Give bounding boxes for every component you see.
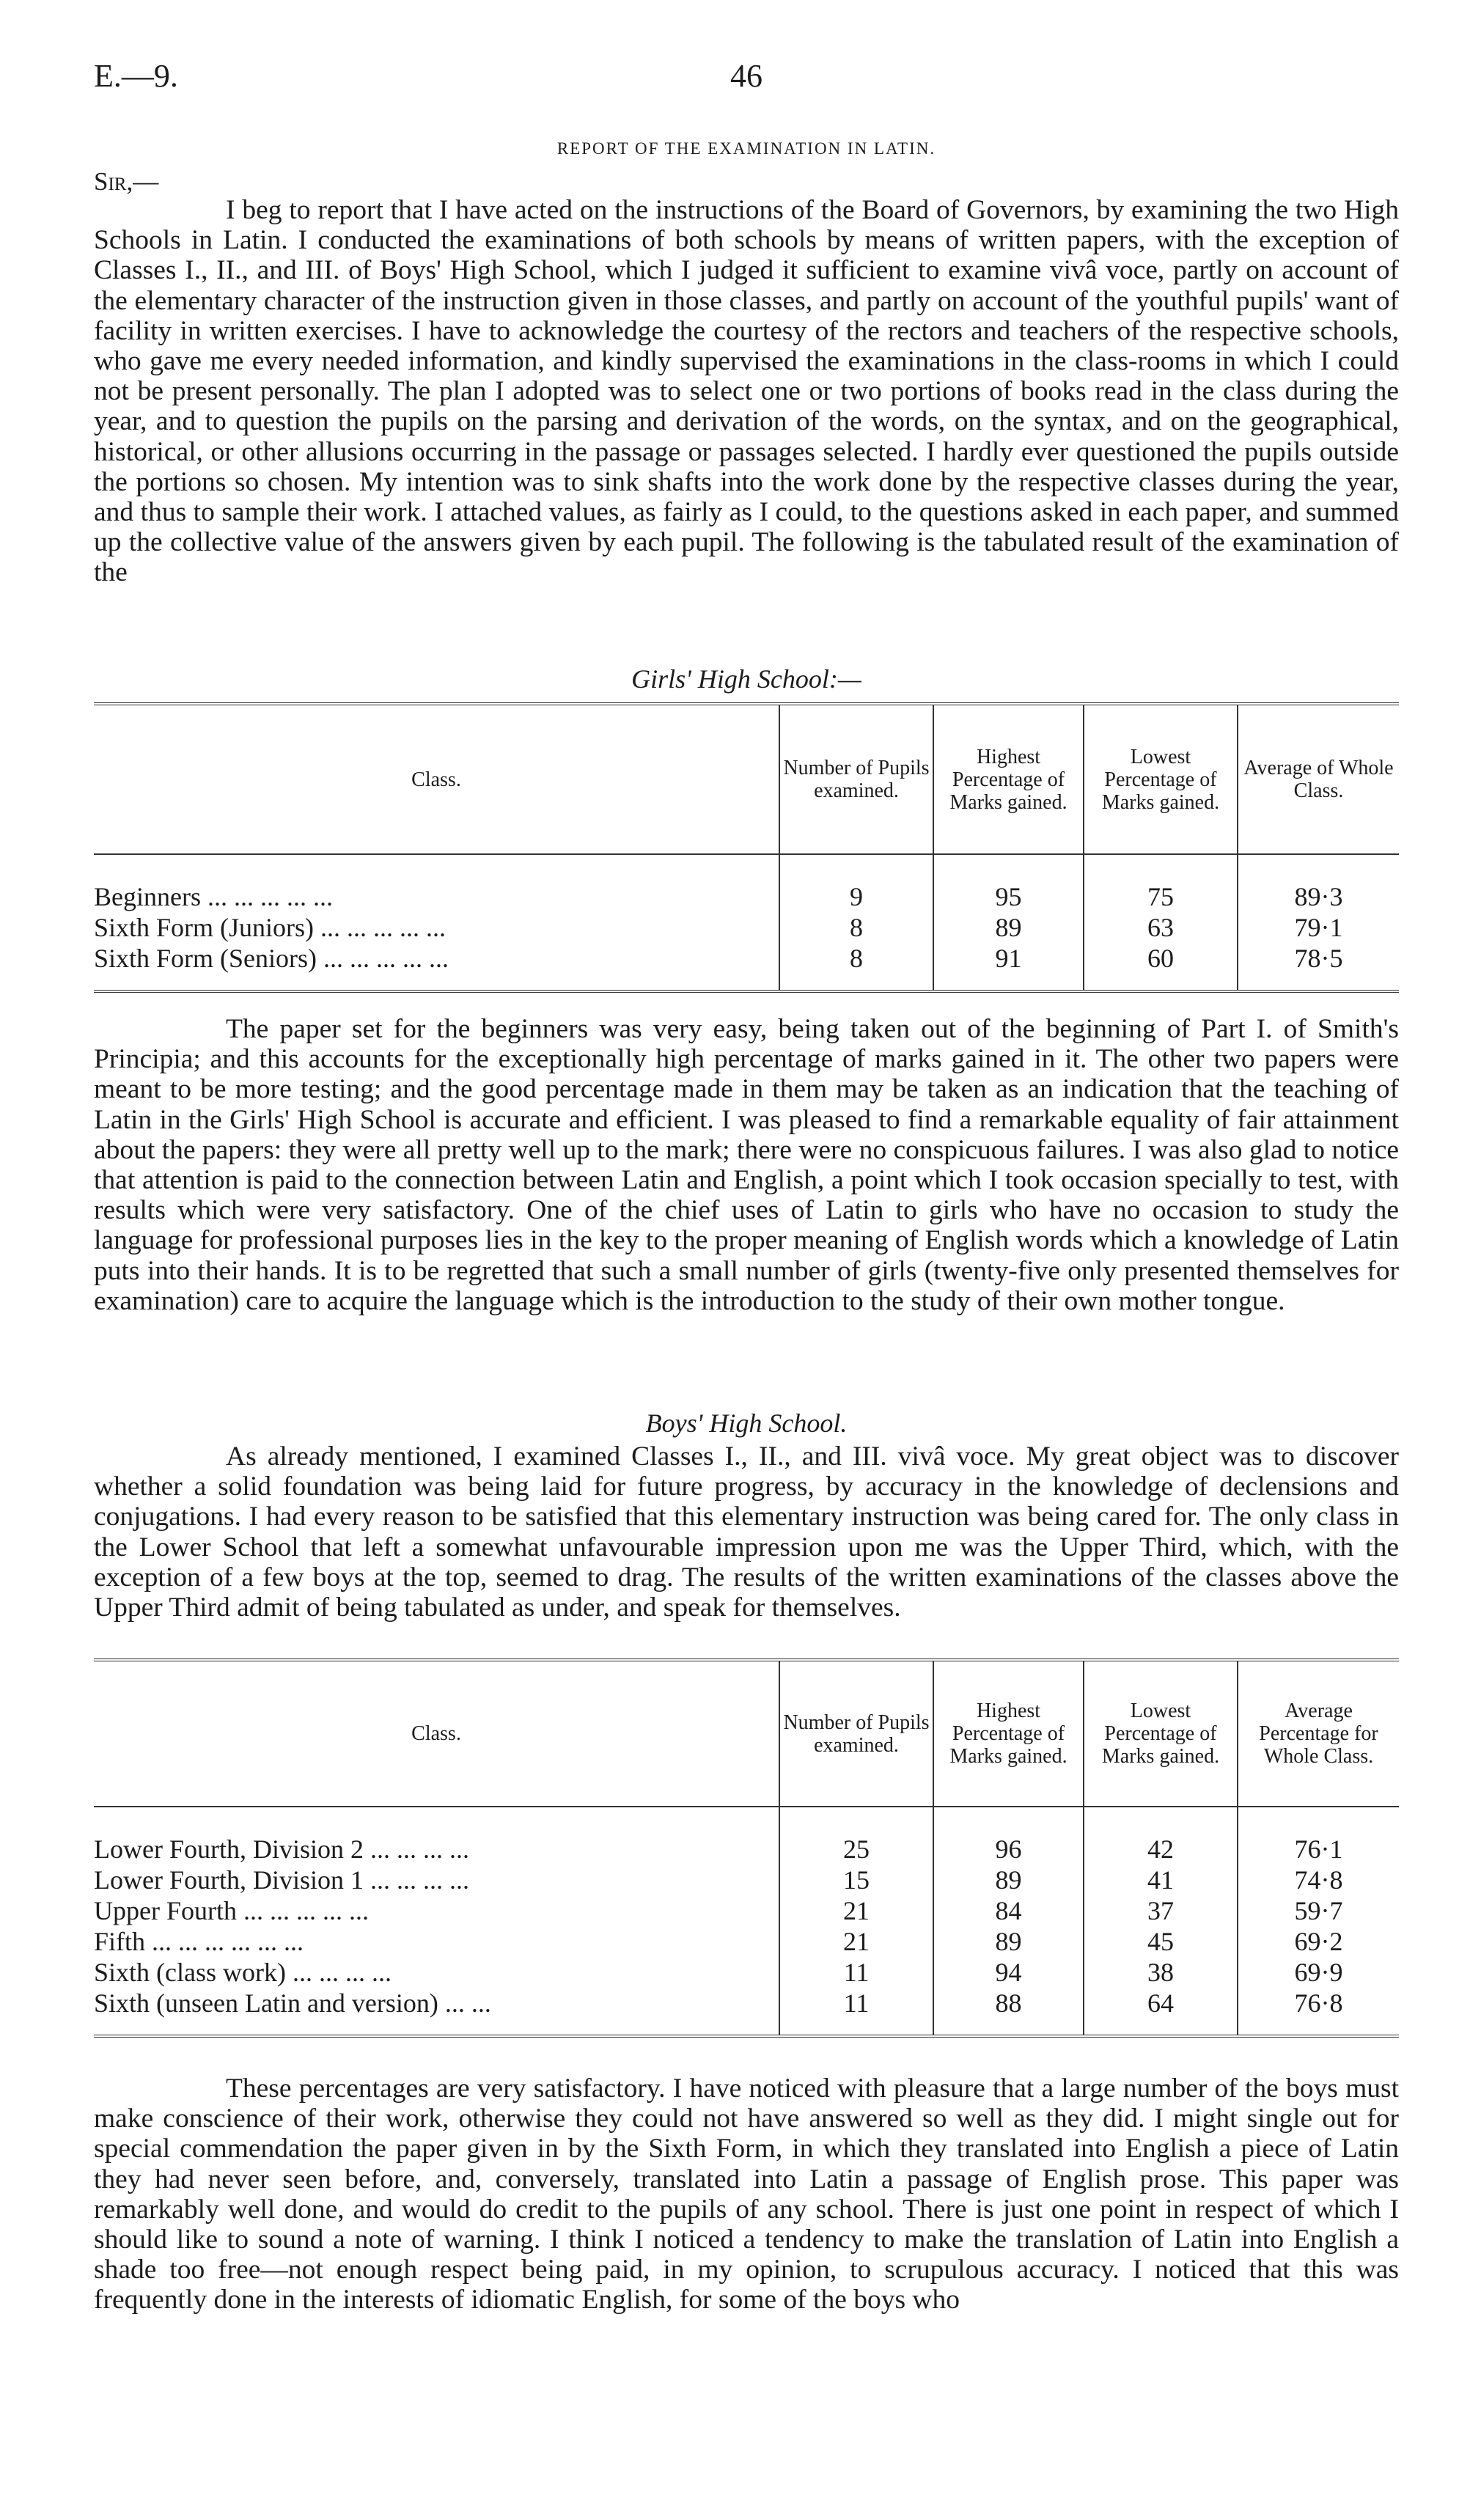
dot-leader: ... ... ... ... ... bbox=[323, 944, 449, 973]
lowest-percentage: 37 bbox=[1084, 1895, 1238, 1926]
pupils-count: 21 bbox=[779, 1895, 933, 1926]
closing-paragraph bbox=[94, 2073, 1399, 2315]
lowest-percentage: 63 bbox=[1084, 912, 1238, 943]
class-average: 69·9 bbox=[1238, 1957, 1399, 1988]
boys-header-average: Average Percentage for Whole Class. bbox=[1238, 1660, 1399, 1807]
dot-leader: ... ... bbox=[444, 1988, 491, 2018]
dot-leader: ... ... ... ... ... bbox=[207, 882, 333, 911]
dot-leader: ... ... ... ... ... ... bbox=[152, 1927, 304, 1956]
closing-text: These percentages are very satisfactory. I have noticed with pleasure that a large number of the boys must make conscience of their work, otherwise they could not have answered so well as they did. I might single out for special commendation the paper given in by the Sixth Form, in which they translated into English a piece of Latin they had never seen before, and, conversely, translated into Latin a passage of English prose. This paper was remarkably well done, and would do credit to the pupils of any school. There is just one point in respect of which I should like to sound a note of warning. I think I noticed a tendency to make the translation of Latin into English a shade too free—not enough respect being paid, in my opinion, to scrupulous accuracy. I noticed that this was frequently done in the interests of idiomatic English, for some of the boys who bbox=[94, 2073, 1399, 2315]
lowest-percentage: 64 bbox=[1084, 1988, 1238, 2018]
intro-text: I beg to report that I have acted on the instructions of the Board of Governors, by examining the two High Schools in Latin. I conducted the examinations of both schools by means of written papers, with the exception of Classes I., II., and III. of Boys' High School, which I judged it sufficient to examine vivâ voce, partly on account of the elementary character of the instruction given in those classes, and partly on account of the youthful pupils' want of facility in written exercises. I have to acknowledge the courtesy of the rectors and teachers of the respective schools, who gave me every needed information, and kindly supervised the examinations in the class-rooms in which I could not be present personally. The plan I adopted was to select one or two portions of books read in the class during the year, and to question the pupils on the parsing and derivation of the words, on the syntax, and on the geographical, historical, or other allusions occurring in the passage or passages selected. I hardly ever questioned the pupils outside the portions so chosen. My intention was to sink shafts into the work done by the respective classes during the year, and thus to sample their work. I attached values, as fairly as I could, to the questions asked in each paper, and summed up the collective value of the answers given by each pupil. The following is the tabulated result of the examination of the bbox=[94, 195, 1399, 588]
girls-header-highest: Highest Percentage of Marks gained. bbox=[933, 704, 1084, 854]
girls-header-class: Class. bbox=[411, 768, 461, 791]
highest-percentage: 91 bbox=[933, 943, 1084, 974]
class-name: Sixth Form (Seniors) bbox=[94, 944, 317, 973]
pupils-count: 8 bbox=[779, 943, 933, 974]
highest-percentage: 88 bbox=[933, 1988, 1084, 2018]
dot-leader: ... ... ... ... bbox=[370, 1834, 469, 1864]
lowest-percentage: 60 bbox=[1084, 943, 1238, 974]
class-name: Sixth Form (Juniors) bbox=[94, 913, 315, 942]
girls-header-average: Average of Whole Class. bbox=[1238, 704, 1399, 854]
boys-results-table bbox=[94, 1658, 1399, 2038]
pupils-count: 15 bbox=[779, 1865, 933, 1895]
boys-header-number: Number of Pupils examined. bbox=[779, 1660, 933, 1807]
table-row bbox=[94, 1895, 1399, 1926]
highest-percentage: 89 bbox=[933, 912, 1084, 943]
dot-leader: ... ... ... ... ... bbox=[243, 1896, 369, 1925]
class-average: 74·8 bbox=[1238, 1865, 1399, 1895]
table-row bbox=[94, 1834, 1399, 1865]
pupils-count: 25 bbox=[779, 1834, 933, 1865]
page-header bbox=[94, 57, 1399, 101]
pupils-count: 11 bbox=[779, 1957, 933, 1988]
class-average: 59·7 bbox=[1238, 1895, 1399, 1926]
page-number: 46 bbox=[730, 58, 762, 94]
dot-leader: ... ... ... ... ... bbox=[320, 913, 446, 942]
pupils-count: 21 bbox=[779, 1926, 933, 1957]
class-name: Lower Fourth, Division 2 bbox=[94, 1834, 364, 1864]
table-row bbox=[94, 1988, 1399, 2018]
table-row bbox=[94, 881, 1399, 912]
lowest-percentage: 75 bbox=[1084, 881, 1238, 912]
girls-table-caption: Girls' High School:— bbox=[631, 664, 861, 694]
pupils-count: 11 bbox=[779, 1988, 933, 2018]
class-average: 79·1 bbox=[1238, 912, 1399, 943]
class-average: 78·5 bbox=[1238, 943, 1399, 974]
girls-header-lowest: Lowest Percentage of Marks gained. bbox=[1084, 704, 1238, 854]
table-row bbox=[94, 1865, 1399, 1895]
class-name: Upper Fourth bbox=[94, 1896, 237, 1925]
pupils-count: 9 bbox=[779, 881, 933, 912]
table-row bbox=[94, 943, 1399, 974]
table-row bbox=[94, 912, 1399, 943]
lowest-percentage: 42 bbox=[1084, 1834, 1238, 1865]
class-average: 76·8 bbox=[1238, 1988, 1399, 2018]
class-name: Sixth (class work) bbox=[94, 1958, 286, 1987]
lowest-percentage: 41 bbox=[1084, 1865, 1238, 1895]
report-title: REPORT OF THE EXAMINATION IN LATIN. bbox=[556, 139, 936, 158]
highest-percentage: 96 bbox=[933, 1834, 1084, 1865]
class-name: Beginners bbox=[94, 882, 201, 911]
dot-leader: ... ... ... ... bbox=[292, 1958, 392, 1987]
boys-header-lowest: Lowest Percentage of Marks gained. bbox=[1084, 1660, 1238, 1807]
salutation: Sir,— bbox=[94, 167, 159, 196]
intro-paragraph bbox=[94, 195, 1399, 588]
document-reference: E.—9. bbox=[94, 58, 178, 94]
girls-results-table bbox=[94, 702, 1399, 993]
boys-section-heading: Boys' High School. bbox=[645, 1408, 848, 1438]
girls-header-number: Number of Pupils examined. bbox=[779, 704, 933, 854]
table-row bbox=[94, 1926, 1399, 1957]
boys-header-highest: Highest Percentage of Marks gained. bbox=[933, 1660, 1084, 1807]
class-average: 76·1 bbox=[1238, 1834, 1399, 1865]
highest-percentage: 94 bbox=[933, 1957, 1084, 1988]
highest-percentage: 84 bbox=[933, 1895, 1084, 1926]
lowest-percentage: 45 bbox=[1084, 1926, 1238, 1957]
class-name: Lower Fourth, Division 1 bbox=[94, 1865, 364, 1895]
boys-intro-paragraph bbox=[94, 1441, 1399, 1623]
table-row bbox=[94, 1957, 1399, 1988]
girls-comment-paragraph bbox=[94, 1014, 1399, 1316]
boys-intro-text: As already mentioned, I examined Classes I., II., and III. vivâ voce. My great object was to discover whether a solid foundation was being laid for future progress, by accuracy in the knowledge of declensions and conjugations. I had every reason to be satisfied that this elementary instruction was being cared for. The only class in the Lower School that left a somewhat unfavourable impression upon me was the Upper Third, which, with the exception of a few boys at the top, seemed to drag. The results of the written examinations of the classes above the Upper Third admit of being tabulated as under, and speak for themselves. bbox=[94, 1441, 1399, 1623]
highest-percentage: 89 bbox=[933, 1865, 1084, 1895]
class-name: Fifth bbox=[94, 1927, 146, 1956]
dot-leader: ... ... ... ... bbox=[370, 1865, 469, 1895]
highest-percentage: 95 bbox=[933, 881, 1084, 912]
girls-comment-text: The paper set for the beginners was very easy, being taken out of the beginning of Part I. of Smith's Principia; and this accounts for the exceptionally high percentage of marks gained in it. The other two papers were meant to be more testing; and the good percentage made in them may be taken as an indication that the teaching of Latin in the Girls' High School is accurate and efficient. I was pleased to find a remarkable equality of fair attainment about the papers: they were all pretty well up to the mark; there were no conspicuous failures. I was also glad to notice that attention is paid to the connection between Latin and English, a point which I took occasion specially to test, with results which were very satisfactory. One of the chief uses of Latin to girls who have no occasion to study the language for professional purposes lies in the key to the proper meaning of English words which a knowledge of Latin puts into their hands. It is to be regretted that such a small number of girls (twenty-five only presented themselves for examination) care to acquire the language which is the introduction to the study of their own mother tongue. bbox=[94, 1014, 1399, 1316]
class-name: Sixth (unseen Latin and version) bbox=[94, 1988, 438, 2018]
highest-percentage: 89 bbox=[933, 1926, 1084, 1957]
lowest-percentage: 38 bbox=[1084, 1957, 1238, 1988]
boys-header-class: Class. bbox=[411, 1722, 461, 1745]
class-average: 69·2 bbox=[1238, 1926, 1399, 1957]
pupils-count: 8 bbox=[779, 912, 933, 943]
class-average: 89·3 bbox=[1238, 881, 1399, 912]
